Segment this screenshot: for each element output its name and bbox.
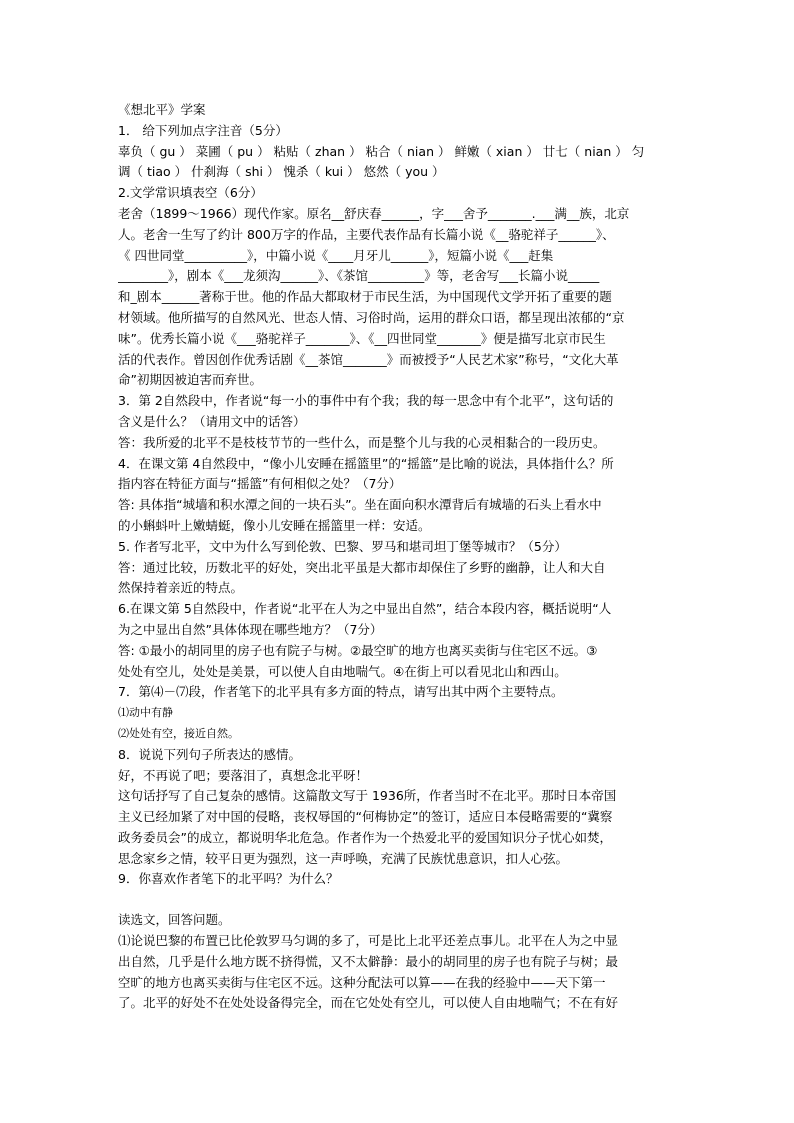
question-8-heading: 8．说说下列句子所表达的感情。 [118,746,301,762]
question-1-line-2: 调（ tiao ） 什刹海（ shi ） 愧杀（ kui ） 悠然（ you ） [118,164,445,180]
question-5-answer-cont: 然保持着亲近的特点。 [118,580,244,596]
question-5-answer: 答：通过比较，历数北平的好处，突出北平虽是大都市却保住了乡野的幽静，让人和大自 [118,559,606,575]
section-spacer [118,890,684,910]
question-6-heading: 6.在课文第 5自然段中，作者说“北平在人为之中显出自然”，结合本段内容，概括说明“人 [118,601,612,617]
reading-passage-line: 出自然，几乎是什么地方既不挤得慌，又不太僻静：最小的胡同里的房子也有院子与树；最 [118,953,619,969]
question-8-answer-line: 思念家乡之情，较平日更为强烈，这一声呼唤，充满了民族忧患意识，扣人心弦。 [118,850,569,866]
question-8-answer-line: 这句话抒写了自己复杂的感情。这篇散文写于 1936所，作者当时不在北平。那时日本帝国 [118,788,617,804]
question-4-heading: 4．在课文第 4自然段中，“像小儿安睡在摇篮里”的“摇篮”是比喻的说法，具体指什么？所 [118,455,614,471]
question-5-heading: 5. 作者写北平，文中为什么写到伦敦、巴黎、罗马和堪司坦丁堡等城市？（5分） [118,538,567,554]
question-7-point-1: ⑴动中有静 [118,706,173,720]
question-6-answer-cont: 处处有空儿，处处是美景，可以使人自由地喘气。④在街上可以看见北山和西山。 [118,663,567,679]
reading-passage-line: ⑴论说巴黎的布置已比伦敦罗马匀调的多了，可是比上北平还差点事儿。北平在人为之中显 [118,933,619,949]
question-4-answer-cont: 的小蝌蚪叶上嫩蜻蜓，像小儿安睡在摇篮里一样：安适。 [118,517,431,533]
document-page [118,100,684,1014]
question-1-line-1: 辜负（ gu ） 菜圃（ pu ） 粘贴（ zhan ） 粘合（ nian ） 鲜嫩（ xian ） 廿七（ nian ） 匀 [118,143,645,159]
document-title: 《想北平》学案 [118,102,206,117]
question-6-heading-cont: 为之中显出自然”具体体现在哪些地方？（7分） [118,621,383,637]
question-9-heading: 9．你喜欢作者笔下的北平吗？为什么？ [118,871,339,887]
question-2-line: 人。老舍一生写了约计 800万字的作品，主要代表作品有长篇小说《__骆驼祥子______》、 [118,226,615,242]
question-3-answer: 答：我所爱的北平不是枝枝节节的一些什么，而是整个儿与我的心灵相黏合的一段历史。 [118,434,606,450]
reading-intro: 读选文，回答问题。 [118,912,231,928]
question-8-answer-line: 政务委员会”的成立，都说明华北危急。作者作为一个热爱北平的爱国知识分子忧心如焚， [118,829,612,845]
question-3-heading-cont: 含义是什么？（请用文中的话答） [118,413,306,429]
question-2-line: 命”初期因被迫害而弃世。 [118,372,262,388]
question-2-line: 和_剧本______著称于世。他的作品大都取材于市民生活，为中国现代文学开拓了重要的题 [118,289,612,305]
question-2-line: 材领域。他所描写的自然风光、世态人情、习俗时尚，运用的群众口语，都呈现出浓郁的“京 [118,309,625,325]
question-2-heading: 2.文学常识填表空（6分） [118,185,263,201]
question-7-point-2: ⑵处处有空，接近自然。 [118,726,239,740]
question-4-heading-cont: 指内容在特征方面与“摇篮”有何相似之处？（7分） [118,476,402,492]
question-3-heading: 3．第 2自然段中，作者说“每一小的事件中有个我；我的每一思念中有个北平”，这句话的 [118,393,614,409]
question-1-heading: 1． 给下列加点字注音（5分） [118,122,288,138]
reading-passage-line: 空旷的地方也离买卖街与住宅区不远。这种分配法可以算——在我的经验中——天下第一 [118,974,606,990]
question-2-line: 老舍（1899～1966）现代作家。原名__舒庆春______，字___舍予_______.___满__族，北京 [118,205,630,221]
question-8-quote: 好，不再说了吧；要落泪了，真想念北平呀！ [118,767,369,783]
question-2-line: 《 四世同堂__________》，中篇小说《____月牙儿______》，短篇小说《___赶集 [118,247,554,263]
question-8-answer-line: 主义已经加紧了对中国的侵略，丧权辱国的“何梅协定”的签订，适应日本侵略需要的“冀察 [118,809,613,825]
reading-passage-line: 了。北平的好处不在处处设备得完全，而在它处处有空儿，可以使人自由地喘气；不在有好 [118,995,619,1011]
question-2-line: 活的代表作。曾因创作优秀话剧《__茶馆_______》而被授予“人民艺术家”称号，“文化大革 [118,351,619,367]
question-7-heading: 7．第⑷－⑺段，作者笔下的北平具有多方面的特点，请写出其中两个主要特点。 [118,684,564,700]
question-2-line: ________》，剧本《___龙须沟______》、《茶馆_________》等，老舍写___长篇小说_____ [118,268,600,284]
question-4-answer: 答: 具体指“城墙和积水潭之间的一块石头”。坐在面向积水潭背后有城墙的石头上看水中 [118,497,602,513]
question-2-line: 味”。优秀长篇小说《___骆驼祥子_______》、《__四世同堂_______》便是描写北京市民生 [118,330,606,346]
question-6-answer: 答: ①最小的胡同里的房子也有院子与树。②最空旷的地方也离买卖街与住宅区不远。③ [118,642,598,658]
